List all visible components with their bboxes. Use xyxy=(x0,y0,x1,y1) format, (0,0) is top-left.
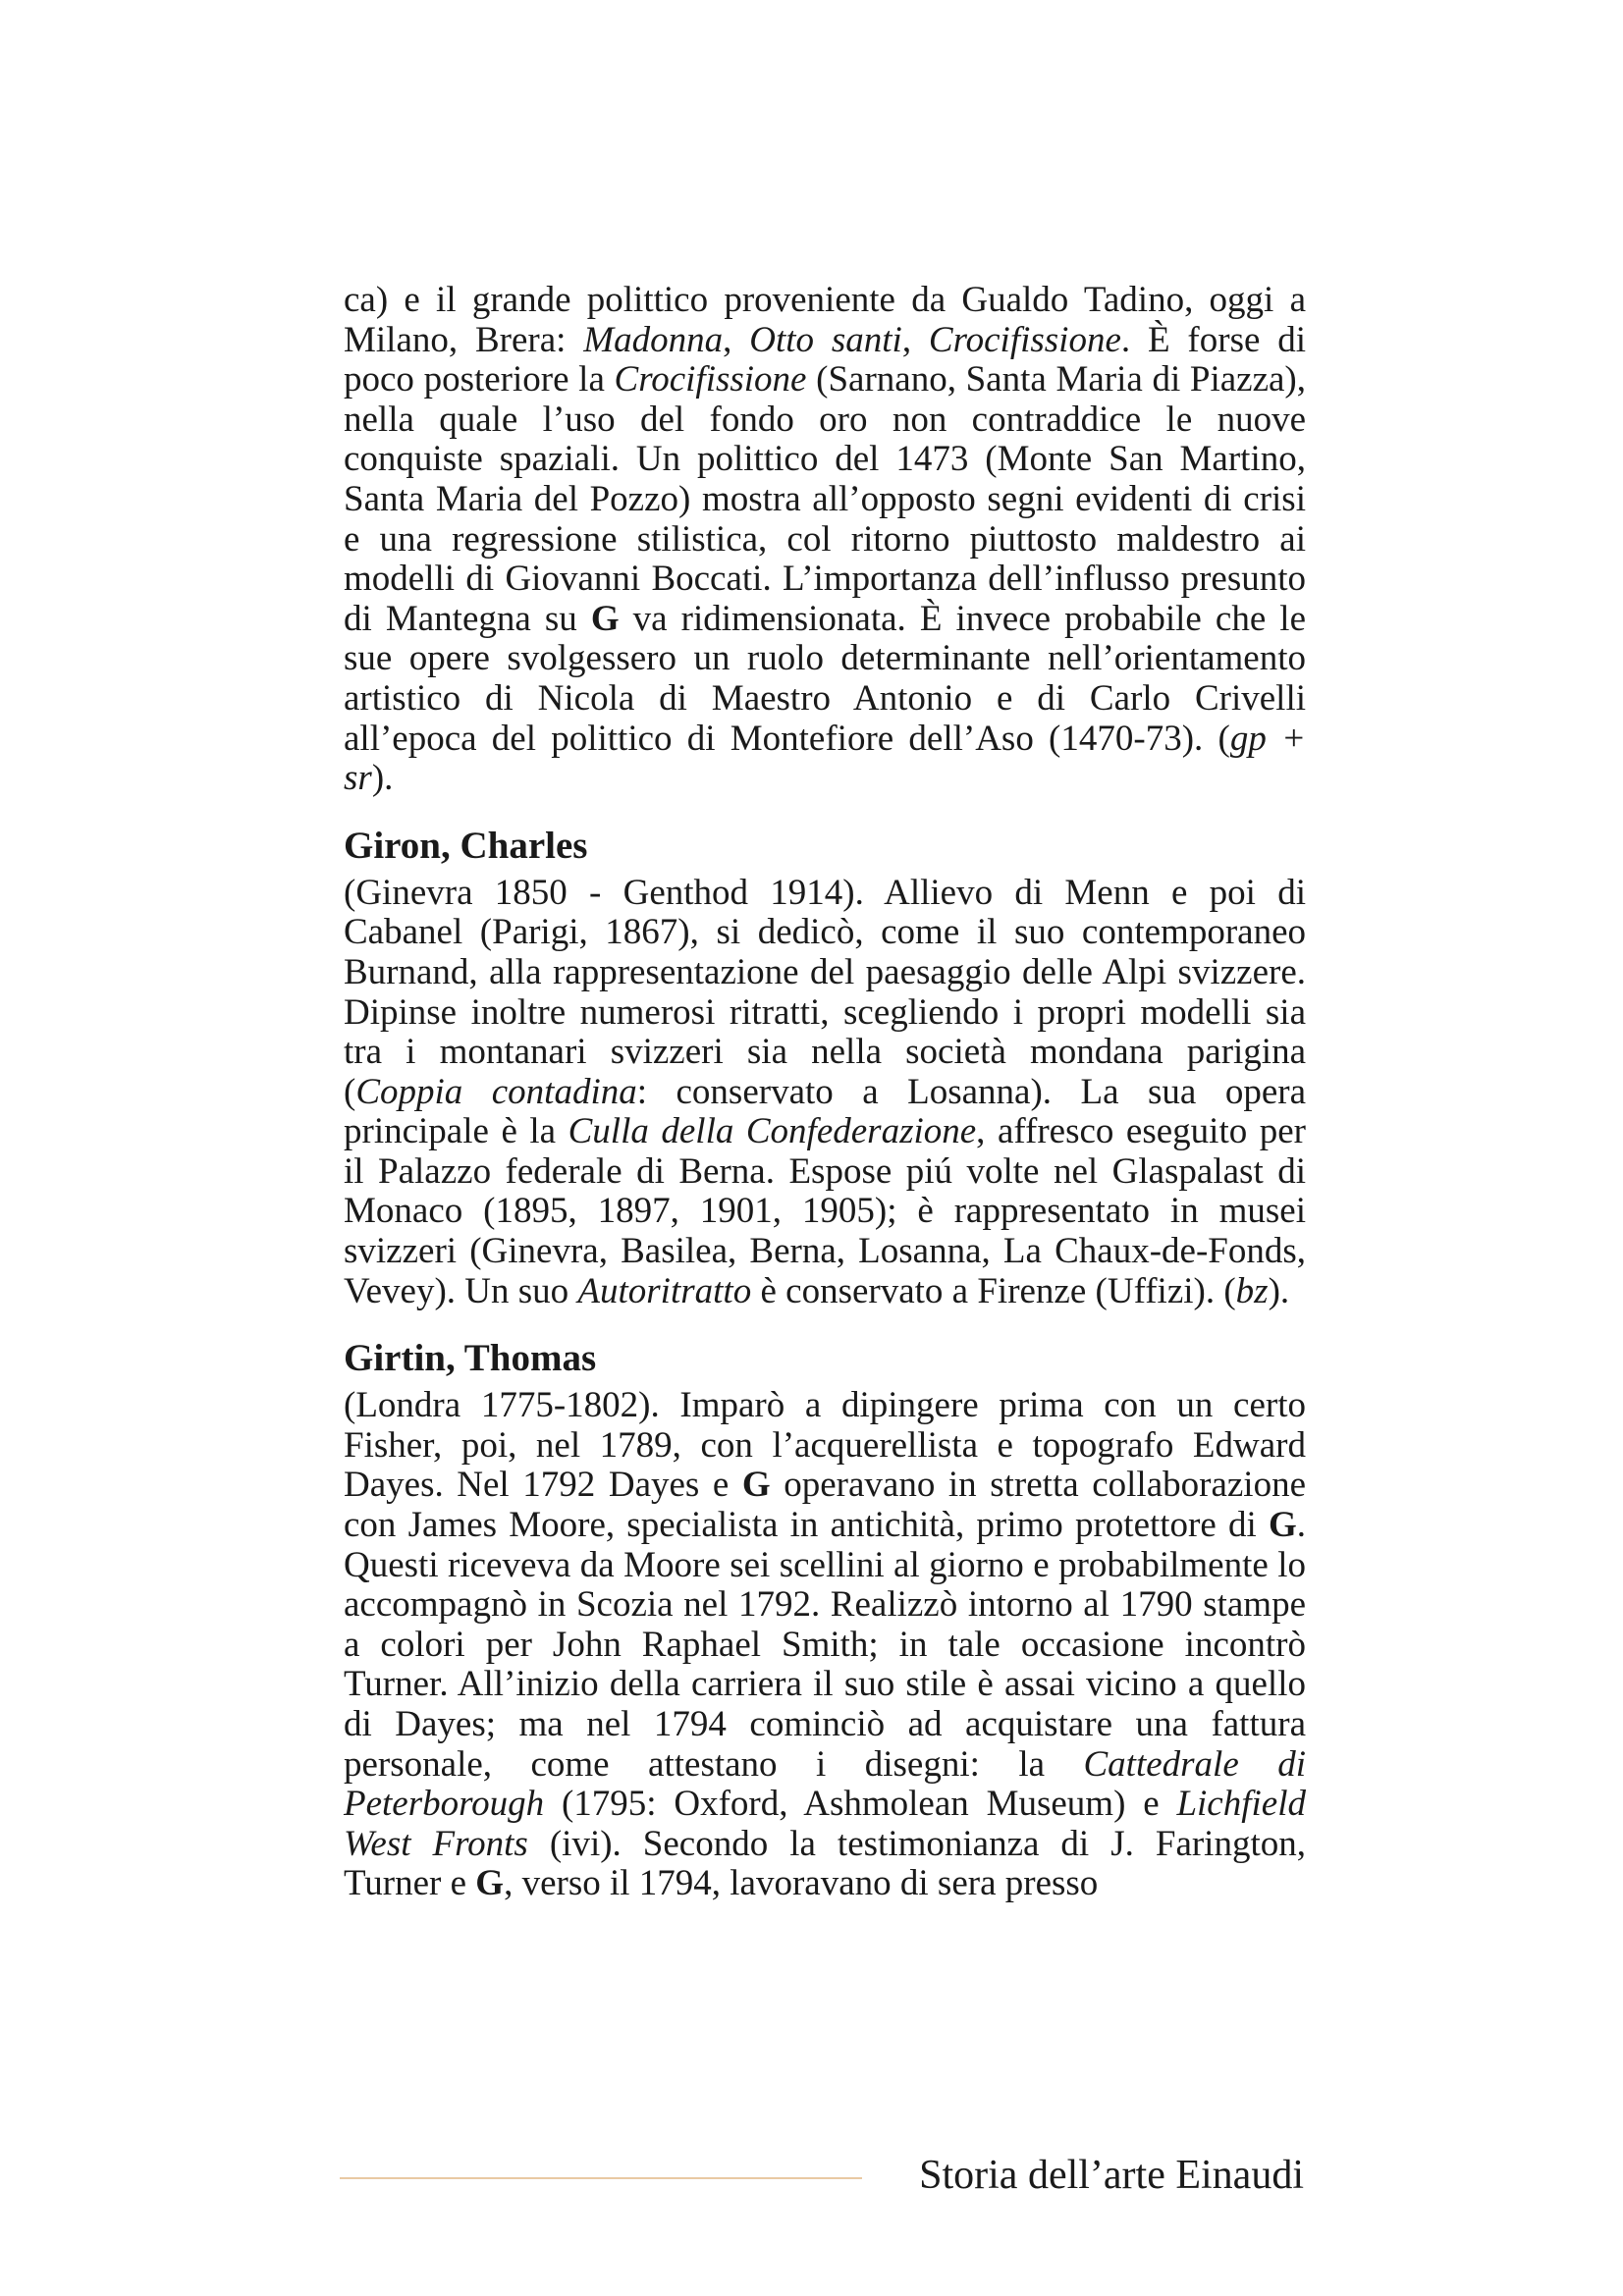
entry-title-giron: Giron, Charles xyxy=(344,824,588,867)
intro-paragraph: ca) e il grande polittico proveniente da Gualdo Tadino, oggi a Milano, Brera: Madonna, Otto santi, Crocifissione. È forse di poco posteriore la Crocifissione (Sarnano, Santa Maria di Piazza), nella quale l’uso del fondo oro non contraddice le nuove conquiste spaziali. Un polittico del 1473 (Monte San Martino, Santa Maria del Pozzo) mostra all’opposto segni evidenti di crisi e una regressione stilistica, col ritorno piuttosto maldestro ai modelli di Giovanni Boccati. L’importanza dell’influsso presunto di Mantegna su G va ridimensionata. È invece probabile che le sue opere svolgessero un ruolo determinante nell’orientamento artistico di Nicola di Maestro Antonio e di Carlo Crivelli all’epoca del polittico di Montefiore dell’Aso (1470-73). (gp + sr). xyxy=(344,280,1307,799)
entry-title-girtin: Girtin, Thomas xyxy=(344,1337,597,1380)
entry-body-girtin: (Londra 1775-1802). Imparò a dipingere prima con un certo Fisher, poi, nel 1789, con l’acquerellista e topografo Edward Dayes. Nel 1792 Dayes e G operavano in stretta collaborazione con James Moore, specialista in antichità, primo protettore di G. Questi riceveva da Moore sei scellini al giorno e probabilmente lo accompagnò in Scozia nel 1792. Realizzò intorno al 1790 stampe a colori per John Raphael Smith; in tale occasione incontrò Turner. All’inizio della carriera il suo stile è assai vicino a quello di Dayes; ma nel 1794 cominciò ad acquistare una fattura personale, come attestano i disegni: la Cattedrale di Peterborough (1795: Oxford, Ashmolean Museum) e Lichfield West Fronts (ivi). Secondo la testimonianza di J. Farington, Turner e G, verso il 1794, lavoravano di sera presso xyxy=(344,1385,1307,1904)
footer-rule xyxy=(340,2177,862,2179)
entry-body-giron: (Ginevra 1850 - Genthod 1914). Allievo di Menn e poi di Cabanel (Parigi, 1867), si dedicò, come il suo contemporaneo Burnand, alla rappresentazione del paesaggio delle Alpi svizzere. Dipinse inoltre numerosi ritratti, scegliendo i propri modelli sia tra i montanari svizzeri sia nella società mondana parigina (Coppia contadina: conservato a Losanna). La sua opera principale è la Culla della Confederazione, affresco eseguito per il Palazzo federale di Berna. Espose piú volte nel Glaspalast di Monaco (1895, 1897, 1901, 1905); è rappresentato in musei svizzeri (Ginevra, Basilea, Berna, Losanna, La Chaux-de-Fonds, Vevey). Un suo Autoritratto è conservato a Firenze (Uffizi). (bz). xyxy=(344,872,1306,1311)
text-column xyxy=(344,281,1306,1904)
footer-label: Storia dell’arte Einaudi xyxy=(919,2153,1304,2198)
